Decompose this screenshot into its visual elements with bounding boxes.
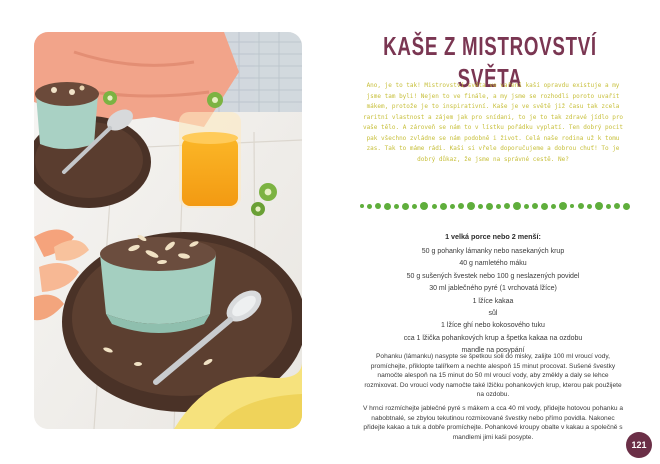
ingredients-section [360, 230, 626, 358]
dot-divider [360, 200, 630, 212]
recipe-photo [34, 32, 302, 429]
method-paragraph: Pohanku (lámanku) nasypte se špetkou soli do misky, zalijte 100 ml vroucí vody, promíchejte, přiklopte talířkem a nechte alespoň 15 minut procovat. Sušené švestky namočte alespoň na 15 minut do 50 ml vroucí vody, aby změkly a daly se lehce rozmixovat. Do vroucí vody namočte také lžičku pohankových krup, kterou pak použijete na ozdobu. [364, 353, 622, 399]
ingredient-item: mandle na posypání [461, 347, 525, 355]
ingredient-item: 30 ml jablečného pyré (1 vrchovatá lžíce) [429, 285, 557, 293]
page-number-badge: 121 [626, 432, 652, 458]
servings-heading: 1 velká porce nebo 2 menší: [445, 232, 541, 241]
method-paragraph: V hrnci rozmíchejte jablečné pyré s mákem a cca 40 ml vody, přidejte hotovou pohanku a nabobtnalé, se zbylou tekutinou rozmixované švestky nebo přímo povidla. Nakonec přidejte kakao a tuk a dobře promíchejte. Pohankové kroupy obalte v kakau a společně s mandlemi jimi kaši posypte. [362, 404, 624, 441]
ingredient-item: cca 1 lžička pohankových krup a špetka kakaa na ozdobu [403, 334, 583, 342]
ingredient-item: 50 g pohanky lámanky nebo nasekaných krup [421, 248, 565, 255]
ingredient-item: 1 lžíce kakaa [472, 297, 514, 305]
method-section [360, 352, 626, 446]
recipe-title: KAŠE Z MISTROVSTVÍ SVĚTA [383, 31, 597, 93]
ingredient-item: 40 g namletého máku [459, 260, 527, 268]
porridge-bowl-illustration [34, 32, 302, 429]
ingredient-item: 50 g sušených švestek nebo 100 g neslazených povidel [406, 272, 580, 280]
ingredient-list [360, 246, 626, 358]
recipe-intro: Ano, je to tak! Mistrovství světa ve vaření kaší opravdu existuje a my jsme tam byli! Nejen to ve finále, a my jsme se rozhodli poroto uvařit mákem, protože je to inspirativní. Kaše je ve světě již času tak zcela raritní vlastnost a zájem jak pro snídani, to je to tak zdravé jídlo pro vaše tělo. A zároveň se nám to v lístku pořádku vyplatí. Ten dobrý pocit pak všechno zvládne se nám podobně i život. Celá naše rodina už k tomu zas. Tak to máme rádi. Kaši si vřele doporučujeme a dobrou chuť! To je dobrý důkaz, že jsme na správné cestě. Ne? [362, 82, 624, 163]
ingredient-item: 1 lžíce ghí nebo kokosového tuku [441, 322, 545, 330]
ingredient-item: sůl [488, 310, 498, 318]
